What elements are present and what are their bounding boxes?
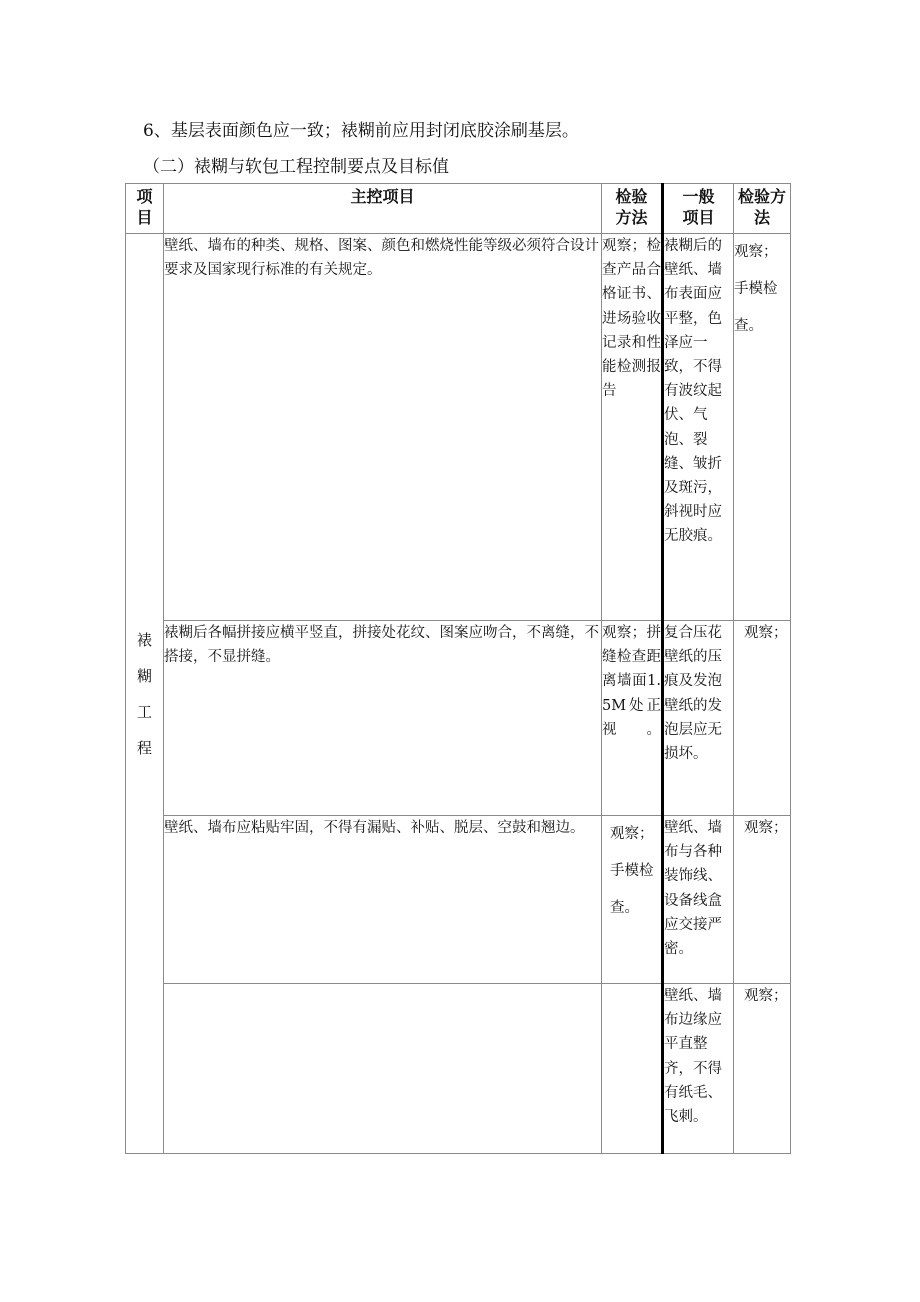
method-cell: 观察；手模检查。 bbox=[602, 816, 663, 984]
table-row bbox=[126, 234, 791, 621]
method-cell-2: 观察；手模检查。 bbox=[734, 234, 791, 621]
category-cell bbox=[126, 234, 164, 1154]
section-heading: （二）裱糊与软包工程控制要点及目标值 bbox=[143, 157, 449, 177]
general-item-cell: 复合压花壁纸的压痕及发泡壁纸的发泡层应无损坏。 bbox=[663, 621, 734, 816]
header-general-item: 一般项目 bbox=[663, 184, 734, 234]
general-item-cell: 壁纸、墙布与各种装饰线、设备线盒应交接严密。 bbox=[663, 816, 734, 984]
header-item: 项目 bbox=[126, 184, 164, 234]
general-item-cell: 裱糊后的壁纸、墙布表面应平整，色泽应一致，不得有波纹起伏、气泡、裂缝、皱折及斑污，斜视时应无胶痕。 bbox=[663, 234, 734, 621]
table-row bbox=[126, 621, 791, 816]
general-item-cell: 壁纸、墙布边缘应平直整齐，不得有纸毛、飞刺。 bbox=[663, 984, 734, 1154]
method-cell bbox=[602, 984, 663, 1154]
paragraph-base-layer: 6、基层表面颜色应一致；裱糊前应用封闭底胶涂刷基层。 bbox=[143, 121, 579, 141]
table-header-row bbox=[126, 184, 791, 234]
method-cell: 观察；检查产品合格证书、进场验收记录和性能检测报告 bbox=[602, 234, 663, 621]
method-cell-2: 观察； bbox=[734, 621, 791, 816]
category-label: 裱糊工程 bbox=[137, 630, 153, 757]
header-inspection-method: 检验方法 bbox=[602, 184, 663, 234]
header-main-control: 主控项目 bbox=[164, 184, 602, 234]
main-item-cell bbox=[164, 984, 602, 1154]
header-inspection-method-2: 检验方法 bbox=[734, 184, 791, 234]
table-row bbox=[126, 816, 791, 984]
control-points-table bbox=[125, 183, 791, 1154]
method-cell-2: 观察； bbox=[734, 984, 791, 1154]
method-cell-2: 观察； bbox=[734, 816, 791, 984]
main-item-cell: 裱糊后各幅拼接应横平竖直，拼接处花纹、图案应吻合，不离缝，不搭接，不显拼缝。 bbox=[164, 621, 602, 816]
table-row bbox=[126, 984, 791, 1154]
method-cell: 观察；拼缝检查距离墙面1.5M处正视。 bbox=[602, 621, 663, 816]
main-item-cell: 壁纸、墙布的种类、规格、图案、颜色和燃烧性能等级必须符合设计要求及国家现行标准的有关规定。 bbox=[164, 234, 602, 621]
main-item-cell: 壁纸、墙布应粘贴牢固，不得有漏贴、补贴、脱层、空鼓和翘边。 bbox=[164, 816, 602, 984]
